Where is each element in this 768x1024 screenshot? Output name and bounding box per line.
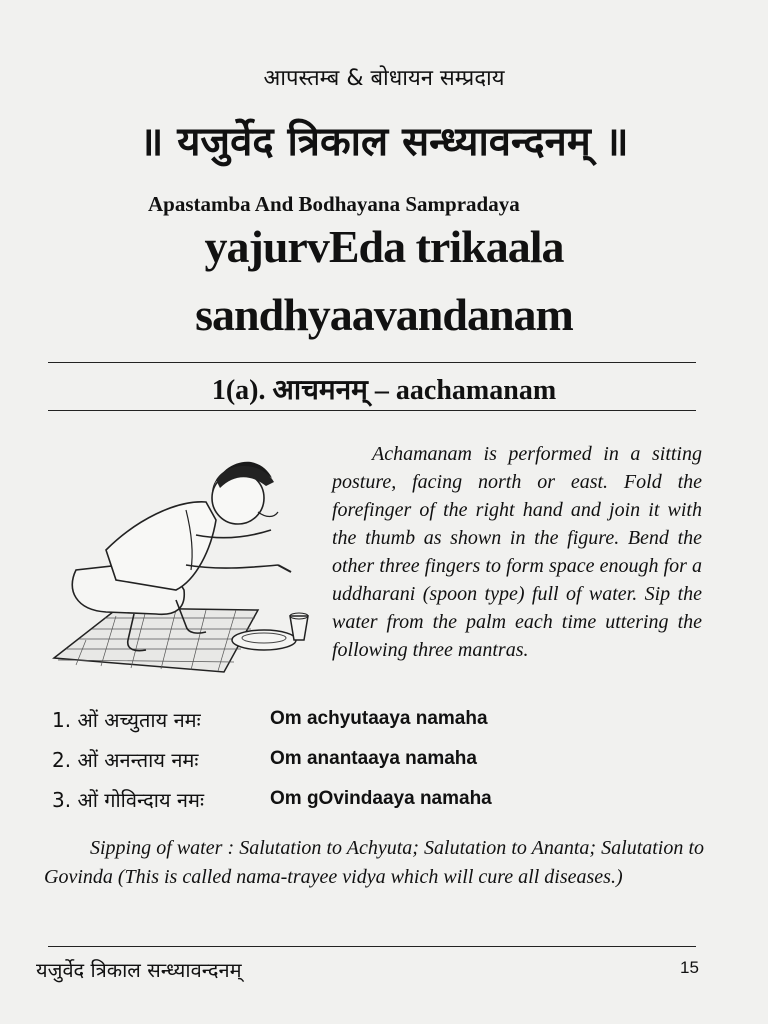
man-performing-achamanam-illustration [46,440,326,690]
page-title-english-line2: sandhyaavandanam [195,289,573,340]
mantra-english: Om anantaaya namaha [270,748,477,769]
heading-bottom-rule [48,410,696,411]
sampradaya-subtitle-english: Apastamba And Bodhayana Sampradaya [148,192,520,216]
mantra-hindi: 1. ओं अच्युताय नमः [52,708,201,732]
mantra-row [52,706,712,746]
section-heading: 1(a). आचमनम् – aachamanam [211,375,557,406]
mantra-meaning-note-text: Sipping of water : Salutation to Achyuta; Salutation to Ananta; Salutation to Govinda (This is called nama-trayee vidya which will cure all diseases.) [44,837,704,888]
achamanam-instructions [332,440,702,664]
mantra-row [52,746,712,786]
mantra-english: Om gOvindaaya namaha [270,788,492,809]
page-title-english-line1: yajurvEda trikaala [204,221,564,272]
mantra-row [52,786,712,826]
mantra-hindi: 3. ओं गोविन्दाय नमः [52,788,205,812]
heading-top-rule [48,362,696,363]
mantra-meaning-note [44,834,704,892]
sampradaya-subtitle-hindi: आपस्तम्ब & बोधायन सम्प्रदाय [263,66,505,91]
footer-rule [48,946,696,947]
page-number: 15 [680,958,699,977]
mantra-hindi: 2. ओं अनन्ताय नमः [52,748,199,772]
footer-running-title: यजुर्वेद त्रिकाल सन्ध्यावन्दनम् [36,958,242,982]
achamanam-instructions-text: Achamanam is performed in a sitting posture, facing north or east. Fold the forefinger of the right hand and join it with the thumb as shown in the figure. Bend the other three fingers to form space enough for a uddharani (spoon type) full of water. Sip the water from the palm each time uttering the following three mantras. [332,443,702,661]
mantra-english: Om achyutaaya namaha [270,708,488,729]
mantra-list [52,706,712,826]
page-title-hindi: ॥ यजुर्वेद त्रिकाल सन्ध्यावन्दनम् ॥ [139,119,629,165]
